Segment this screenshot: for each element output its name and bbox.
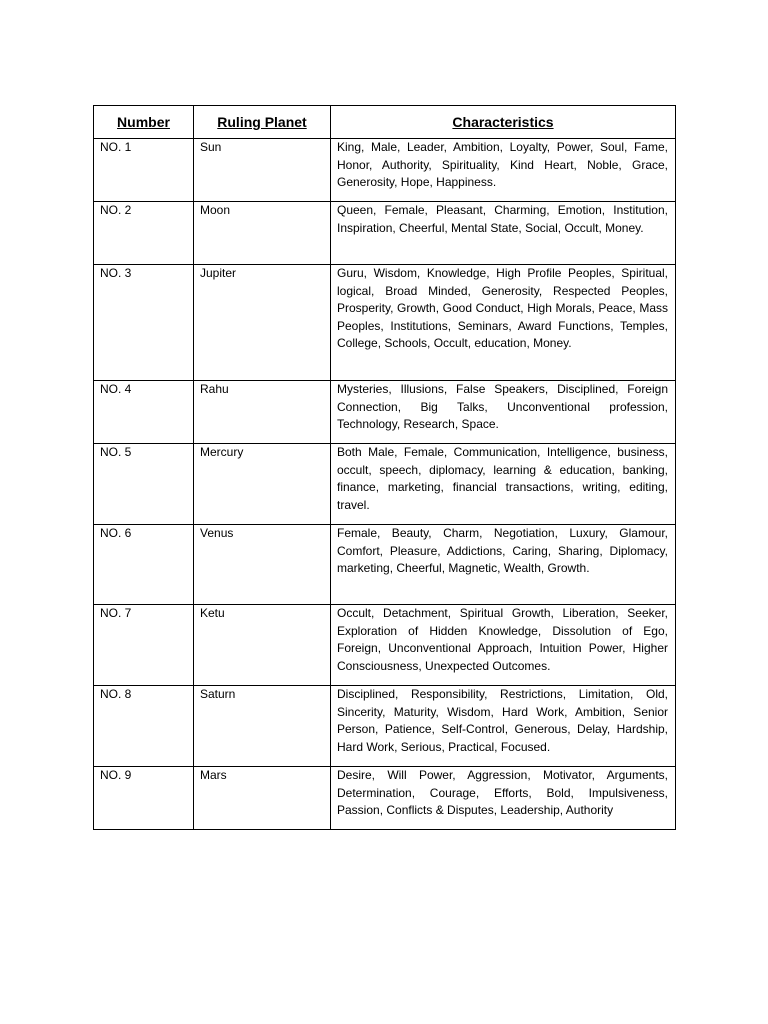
table-row (94, 139, 676, 202)
number-cell: NO. 2 (94, 202, 194, 265)
table-row (94, 686, 676, 767)
number-cell: NO. 1 (94, 139, 194, 202)
planet-cell: Sun (194, 139, 331, 202)
planet-cell: Mars (194, 767, 331, 830)
table-row (94, 605, 676, 686)
number-cell: NO. 4 (94, 381, 194, 444)
planet-cell: Rahu (194, 381, 331, 444)
planet-cell: Mercury (194, 444, 331, 525)
number-cell: NO. 8 (94, 686, 194, 767)
characteristics-cell: Guru, Wisdom, Knowledge, High Profile Peoples, Spiritual, logical, Broad Minded, Generosity, Respected Peoples, Prosperity, Growth, Good Conduct, High Morals, Peace, Mass Peoples, Institutions, Seminars, Award Functions, Temples, College, Schools, Occult, education, Money. (331, 265, 676, 381)
characteristics-cell: Occult, Detachment, Spiritual Growth, Liberation, Seeker, Exploration of Hidden Knowledge, Dissolution of Ego, Foreign, Unconventional Approach, Intuition Power, Higher Consciousness, Unexpected Outcomes. (331, 605, 676, 686)
planet-cell: Venus (194, 525, 331, 605)
header-row (94, 106, 676, 139)
planet-cell: Ketu (194, 605, 331, 686)
planet-cell: Saturn (194, 686, 331, 767)
characteristics-cell: Female, Beauty, Charm, Negotiation, Luxury, Glamour, Comfort, Pleasure, Addictions, Caring, Sharing, Diplomacy, marketing, Cheerful, Magnetic, Wealth, Growth. (331, 525, 676, 605)
table-row (94, 202, 676, 265)
table-row (94, 265, 676, 381)
number-cell: NO. 7 (94, 605, 194, 686)
characteristics-cell: King, Male, Leader, Ambition, Loyalty, Power, Soul, Fame, Honor, Authority, Spirituality, Kind Heart, Noble, Grace, Generosity, Hope, Happiness. (331, 139, 676, 202)
table-row (94, 767, 676, 830)
planet-cell: Jupiter (194, 265, 331, 381)
characteristics-cell: Both Male, Female, Communication, Intelligence, business, occult, speech, diplomacy, learning & education, banking, finance, marketing, financial transactions, writing, editing, travel. (331, 444, 676, 525)
table-row (94, 444, 676, 525)
table-row (94, 381, 676, 444)
header-number: Number (94, 106, 194, 139)
characteristics-cell: Queen, Female, Pleasant, Charming, Emotion, Institution, Inspiration, Cheerful, Mental State, Social, Occult, Money. (331, 202, 676, 265)
number-cell: NO. 5 (94, 444, 194, 525)
header-characteristics: Characteristics (331, 106, 676, 139)
characteristics-cell: Desire, Will Power, Aggression, Motivator, Arguments, Determination, Courage, Efforts, Bold, Impulsiveness, Passion, Conflicts & Disputes, Leadership, Authority (331, 767, 676, 830)
numerology-table (93, 105, 676, 830)
number-cell: NO. 9 (94, 767, 194, 830)
number-cell: NO. 3 (94, 265, 194, 381)
table-row (94, 525, 676, 605)
header-ruling-planet: Ruling Planet (194, 106, 331, 139)
number-cell: NO. 6 (94, 525, 194, 605)
planet-cell: Moon (194, 202, 331, 265)
characteristics-cell: Mysteries, Illusions, False Speakers, Disciplined, Foreign Connection, Big Talks, Unconventional profession, Technology, Research, Space. (331, 381, 676, 444)
characteristics-cell: Disciplined, Responsibility, Restrictions, Limitation, Old, Sincerity, Maturity, Wisdom, Hard Work, Ambition, Senior Person, Patience, Self-Control, Generous, Delay, Hardship, Hard Work, Serious, Practical, Focused. (331, 686, 676, 767)
